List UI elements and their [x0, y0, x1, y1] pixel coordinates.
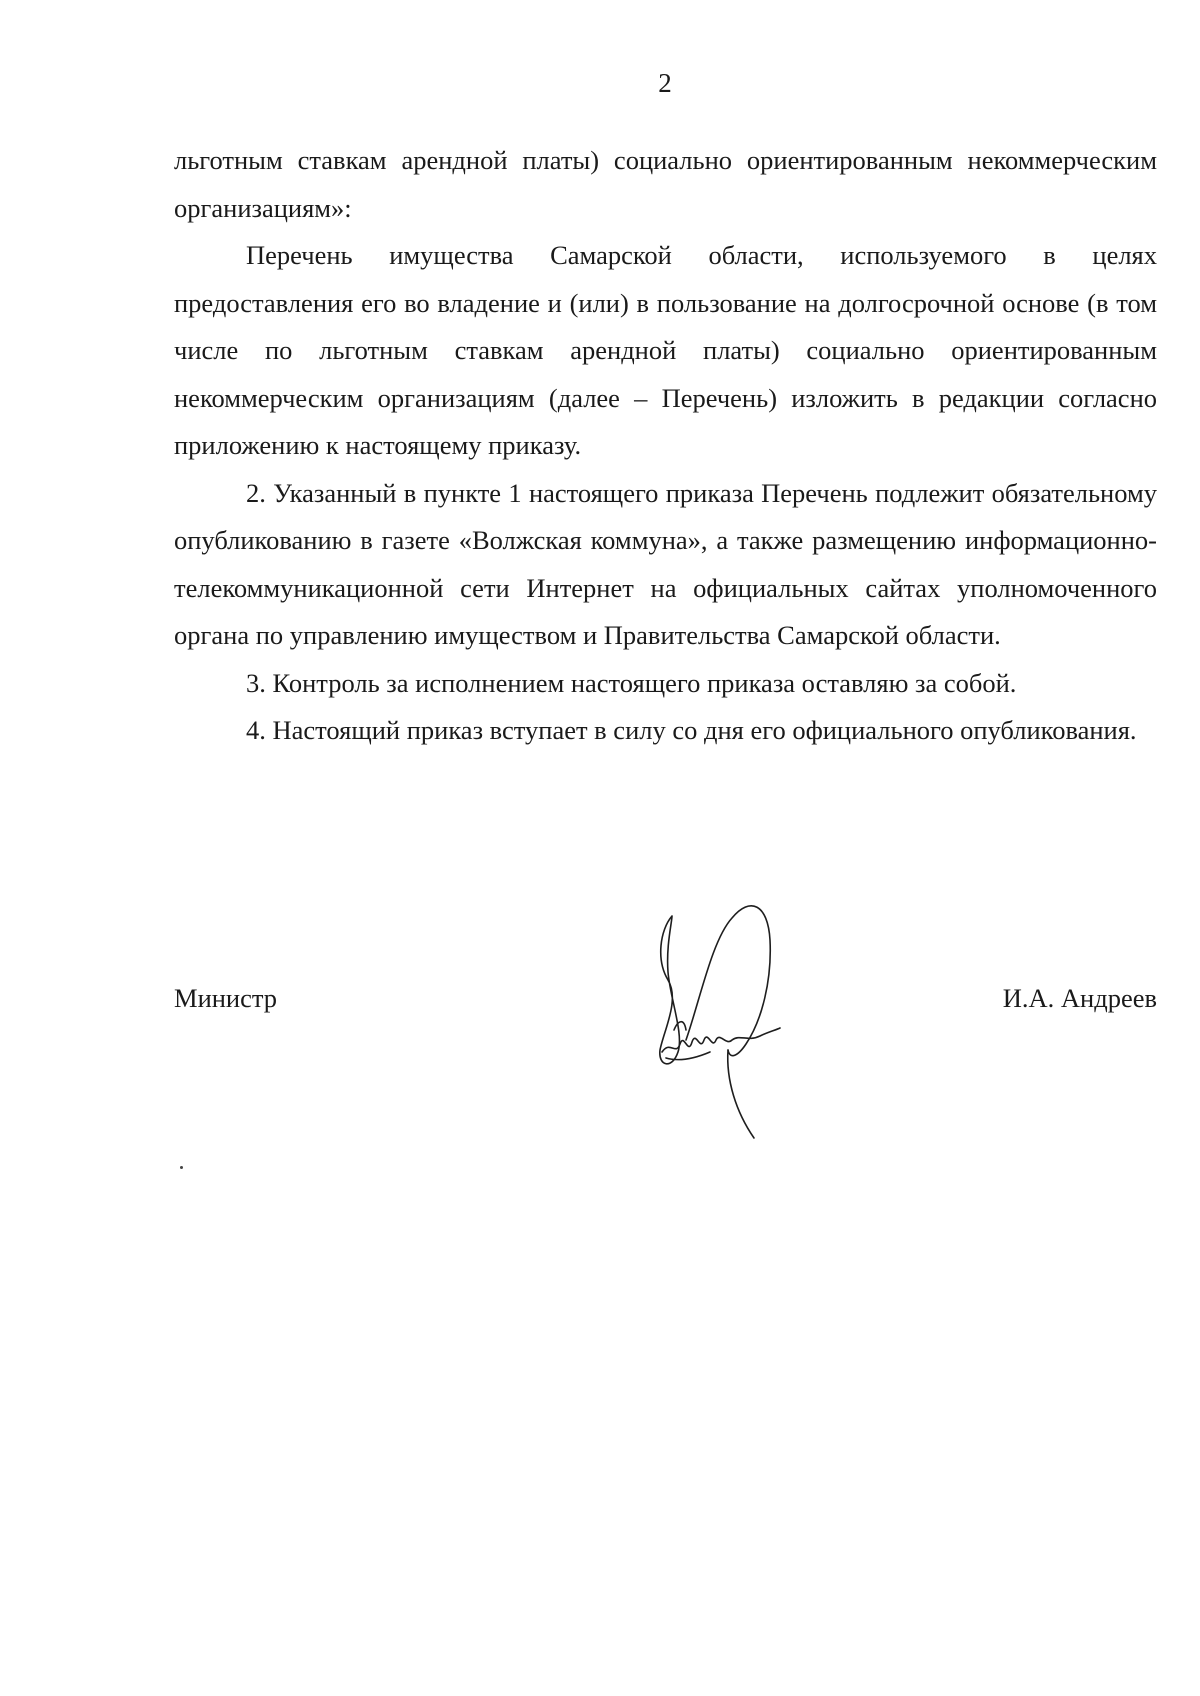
signature-block	[174, 975, 1157, 1035]
paragraph-1: льготным ставкам арендной платы) социально ориентированным некоммерческим организациям»:	[174, 145, 1157, 223]
signatory-name: И.А. Андреев	[1002, 983, 1157, 1013]
paragraph-2: Перечень имущества Самарской области, используемого в целях предоставления его во владение и (или) в пользование на долгосрочной основе (в том числе по льготным ставкам арендной платы) социально ориентированным некоммерческим организациям (далее – Перечень) изложить в редакции согласно приложению к настоящему приказу.	[174, 240, 1157, 460]
paragraph-4: 3. Контроль за исполнением настоящего приказа оставляю за собой.	[246, 667, 1017, 698]
paragraph-5: 4. Настоящий приказ вступает в силу со дня его официального опубликования.	[246, 715, 1137, 745]
document-body	[174, 137, 1157, 755]
paragraph-3: 2. Указанный в пункте 1 настоящего приказа Перечень подлежит обязательному опубликованию в газете «Волжская коммуна», а также размещению информационно-телекоммуникационной сети Интернет на официальных сайтах уполномоченного органа по управлению имуществом и Правительства Самарской области.	[174, 477, 1157, 650]
scan-dot	[180, 1166, 183, 1169]
page-number: 2	[658, 68, 672, 98]
signatory-position: Министр	[174, 983, 278, 1013]
